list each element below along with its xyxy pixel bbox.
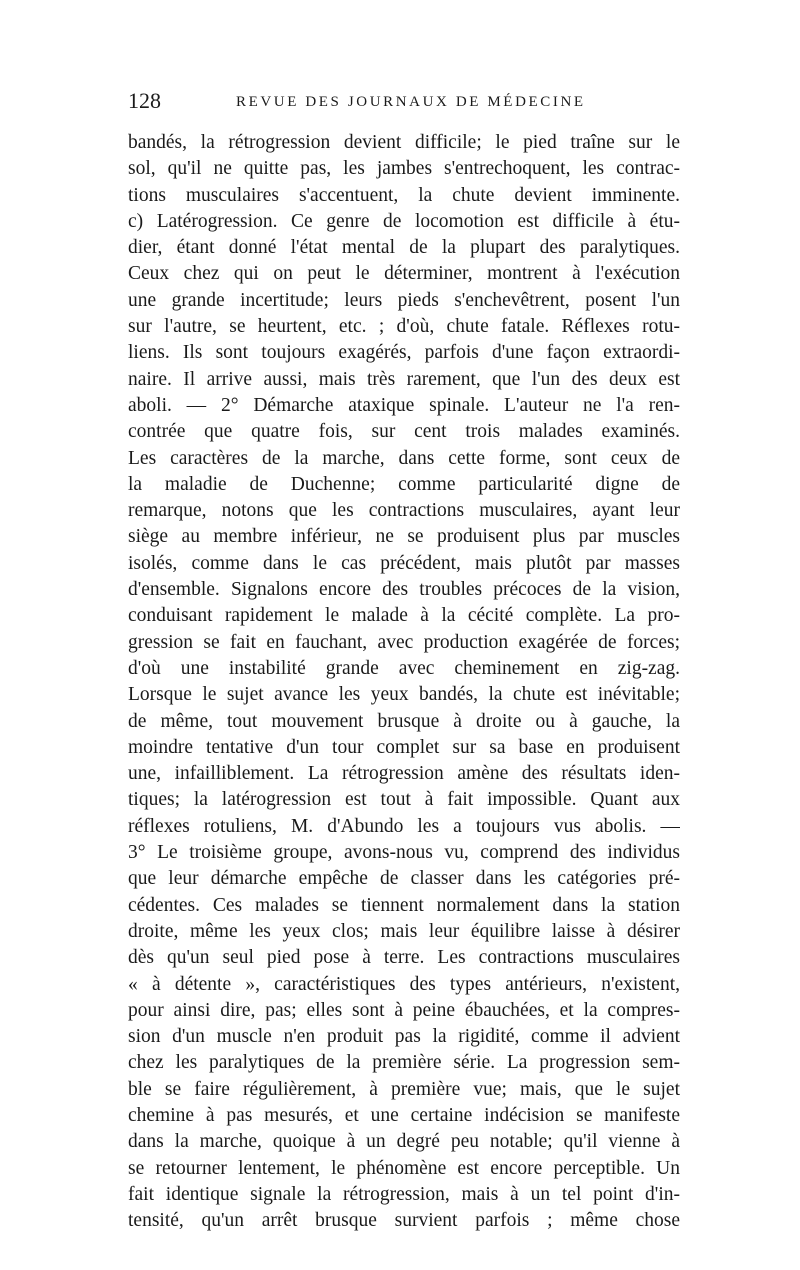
text-line: bandés, la rétrogression devient difficile; le pied traîne sur le — [128, 132, 680, 153]
text-line: d'où une instabilité grande avec cheminement en zig-zag. — [128, 657, 680, 679]
text-line: chez les paralytiques de la première série. La progression sem- — [128, 1052, 680, 1074]
running-title: REVUE DES JOURNAUX DE MÉDECINE — [236, 94, 586, 110]
text-line: d'ensemble. Signalons encore des troubles précoces de la vision, — [128, 579, 680, 601]
text-line: liens. Ils sont toujours exagérés, parfois d'une façon extraordi- — [128, 342, 680, 364]
text-line: sol, qu'il ne quitte pas, les jambes s'entrechoquent, les contrac- — [128, 158, 680, 180]
page-number: 128 — [128, 88, 161, 113]
text-line: chemine à pas mesurés, et une certaine indécision se manifeste — [128, 1104, 680, 1126]
text-line: cédentes. Ces malades se tiennent normalement dans la station — [128, 894, 680, 916]
text-line: gression se fait en fauchant, avec production exagérée de forces; — [128, 631, 680, 653]
text-line: c) Latérogression. Ce genre de locomotion est difficile à étu- — [128, 210, 680, 232]
text-line: Lorsque le sujet avance les yeux bandés, la chute est inévitable; — [128, 684, 680, 706]
text-line: siège au membre inférieur, ne se produisent plus par muscles — [128, 526, 680, 548]
text-line: contrée que quatre fois, sur cent trois malades examinés. — [128, 421, 680, 443]
text-line: la maladie de Duchenne; comme particularité digne de — [128, 473, 680, 495]
text-line: dans la marche, quoique à un degré peu notable; qu'il vienne à — [128, 1131, 680, 1153]
text-line: pour ainsi dire, pas; elles sont à peine ébauchées, et la compres- — [128, 999, 680, 1021]
text-line: tensité, qu'un arrêt brusque survient parfois ; même chose — [128, 1210, 680, 1232]
text-line: se retourner lentement, le phénomène est encore perceptible. Un — [128, 1157, 680, 1179]
text-line: que leur démarche empêche de classer dans les catégories pré- — [128, 868, 680, 890]
running-head — [128, 88, 680, 114]
text-line: 3° Le troisième groupe, avons-nous vu, comprend des individus — [128, 842, 680, 864]
text-line: sion d'un muscle n'en produit pas la rigidité, comme il advient — [128, 1026, 680, 1048]
text-line: dès qu'un seul pied pose à terre. Les contractions musculaires — [128, 947, 680, 969]
text-line: isolés, comme dans le cas précédent, mais plutôt par masses — [128, 552, 680, 574]
text-line: fait identique signale la rétrogression, mais à un tel point d'in- — [128, 1183, 680, 1205]
text-line: naire. Il arrive aussi, mais très rarement, que l'un des deux est — [128, 368, 680, 390]
text-line: sur l'autre, se heurtent, etc. ; d'où, chute fatale. Réflexes rotu- — [128, 316, 680, 338]
text-line: une, infailliblement. La rétrogression amène des résultats iden- — [128, 763, 680, 785]
text-line: conduisant rapidement le malade à la cécité complète. La pro- — [128, 605, 680, 627]
text-line: remarque, notons que les contractions musculaires, ayant leur — [128, 500, 680, 522]
text-line: Les caractères de la marche, dans cette forme, sont ceux de — [128, 447, 680, 469]
text-line: Ceux chez qui on peut le déterminer, montrent à l'exécution — [128, 263, 680, 285]
text-line: réflexes rotuliens, M. d'Abundo les a toujours vus abolis. — — [128, 815, 680, 837]
body-text — [128, 130, 680, 1234]
text-line: tions musculaires s'accentuent, la chute devient imminente. — [128, 184, 680, 206]
text-line: moindre tentative d'un tour complet sur sa base en produisent — [128, 736, 680, 758]
text-line: droite, même les yeux clos; mais leur équilibre laisse à désirer — [128, 920, 680, 942]
text-line: de même, tout mouvement brusque à droite ou à gauche, la — [128, 710, 680, 732]
text-line: tiques; la latérogression est tout à fait impossible. Quant aux — [128, 789, 680, 811]
text-line: dier, étant donné l'état mental de la plupart des paralytiques. — [128, 237, 680, 259]
text-line: ble se faire régulièrement, à première vue; mais, que le sujet — [128, 1078, 680, 1100]
text-line: « à détente », caractéristiques des types antérieurs, n'existent, — [128, 973, 680, 995]
text-line: une grande incertitude; leurs pieds s'enchevêtrent, posent l'un — [128, 289, 680, 311]
text-line: aboli. — 2° Démarche ataxique spinale. L'auteur ne l'a ren- — [128, 394, 680, 416]
